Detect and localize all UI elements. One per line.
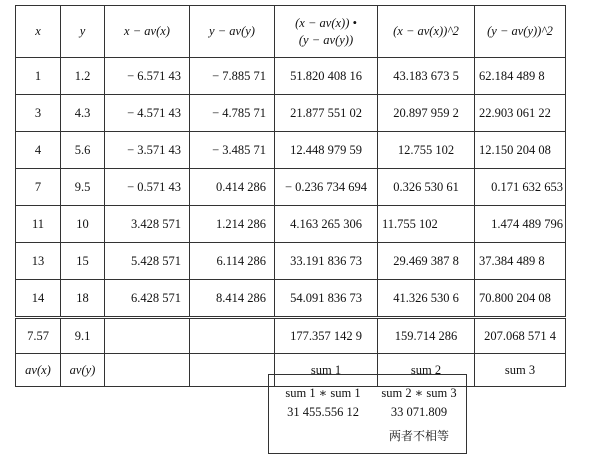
cell-y: 1.2 [61, 58, 105, 95]
cell-y-dev: 6.114 286 [190, 243, 275, 280]
cell-y-dev-sq: 37.384 489 8 [475, 243, 566, 280]
header-x-dev-sq: (x − av(x))^2 [378, 6, 475, 58]
cell-x-dev-sq: 29.469 387 8 [378, 243, 475, 280]
cell-y: 15 [61, 243, 105, 280]
table-row [16, 132, 566, 169]
cell-y-dev: − 4.785 71 [190, 95, 275, 132]
cell-y-dev-sq: 70.800 204 08 [475, 280, 566, 318]
cell-x-dev: − 0.571 43 [105, 169, 190, 206]
comparison-left-label: sum 1 ∗ sum 1 [285, 386, 361, 400]
header-x: x [16, 6, 61, 58]
cell-y-dev-sq: 62.184 489 8 [475, 58, 566, 95]
cell-x-dev-sq: 41.326 530 6 [378, 280, 475, 318]
average-y-label: av(y) [61, 354, 105, 387]
cell-product: 33.191 836 73 [275, 243, 378, 280]
cell-x: 4 [16, 132, 61, 169]
comparison-note: 两者不相等 [388, 429, 449, 443]
cell-x: 1 [16, 58, 61, 95]
cell-y-dev: 1.214 286 [190, 206, 275, 243]
cell-y-dev: 8.414 286 [190, 280, 275, 318]
sum-1-label: sum 1 [275, 354, 378, 387]
table-row [16, 280, 566, 318]
average-x-label: av(x) [16, 354, 61, 387]
cell-x: 3 [16, 95, 61, 132]
cell-x: 13 [16, 243, 61, 280]
cell-x-dev: − 6.571 43 [105, 58, 190, 95]
cell-y: 10 [61, 206, 105, 243]
header-row [16, 6, 566, 58]
sum-2-label: sum 2 [378, 354, 475, 387]
table-row [16, 243, 566, 280]
table-row [16, 169, 566, 206]
data-table [15, 5, 566, 387]
cell-product: − 0.236 734 694 [275, 169, 378, 206]
cell-product: 54.091 836 73 [275, 280, 378, 318]
average-y: 9.1 [61, 318, 105, 354]
cell-x-dev: 6.428 571 [105, 280, 190, 318]
empty-cell [190, 318, 275, 354]
empty-cell [105, 318, 190, 354]
cell-x-dev-sq: 12.755 102 [378, 132, 475, 169]
cell-y: 4.3 [61, 95, 105, 132]
average-x: 7.57 [16, 318, 61, 354]
cell-x-dev-sq: 43.183 673 5 [378, 58, 475, 95]
cell-product: 51.820 408 16 [275, 58, 378, 95]
sum-3-value: 207.068 571 4 [475, 318, 566, 354]
table-row [16, 95, 566, 132]
cell-y: 5.6 [61, 132, 105, 169]
comparison-box [268, 374, 467, 454]
cell-y: 9.5 [61, 169, 105, 206]
cell-y: 18 [61, 280, 105, 318]
cell-x-dev: − 3.571 43 [105, 132, 190, 169]
cell-y-dev-sq: 0.171 632 653 [475, 169, 566, 206]
cell-x: 14 [16, 280, 61, 318]
cell-product: 4.163 265 306 [275, 206, 378, 243]
header-y-dev: y − av(y) [190, 6, 275, 58]
cell-x-dev: 3.428 571 [105, 206, 190, 243]
sum-1-value: 177.357 142 9 [275, 318, 378, 354]
header-y: y [61, 6, 105, 58]
cell-x-dev-sq: 0.326 530 61 [378, 169, 475, 206]
cell-x: 7 [16, 169, 61, 206]
totals-row [16, 318, 566, 354]
cell-y-dev-sq: 1.474 489 796 [475, 206, 566, 243]
table-row [16, 206, 566, 243]
comparison-left-value: 31 455.556 12 [287, 405, 359, 419]
empty-cell [105, 354, 190, 387]
cell-y-dev-sq: 22.903 061 22 [475, 95, 566, 132]
cell-x-dev-sq: 20.897 959 2 [378, 95, 475, 132]
empty-cell [190, 354, 275, 387]
sum-2-value: 159.714 286 [378, 318, 475, 354]
comparison-right-value: 33 071.809 [390, 405, 448, 419]
cell-product: 21.877 551 02 [275, 95, 378, 132]
header-y-dev-sq: (y − av(y))^2 [475, 6, 566, 58]
cell-y-dev: 0.414 286 [190, 169, 275, 206]
cell-x-dev: − 4.571 43 [105, 95, 190, 132]
table-row [16, 58, 566, 95]
header-product: (x − av(x)) • (y − av(y)) [275, 6, 378, 58]
sum-3-label: sum 3 [475, 354, 566, 387]
cell-product: 12.448 979 59 [275, 132, 378, 169]
comparison-right-label: sum 2 ∗ sum 3 [381, 386, 457, 400]
cell-y-dev: − 7.885 71 [190, 58, 275, 95]
cell-x: 11 [16, 206, 61, 243]
cell-y-dev: − 3.485 71 [190, 132, 275, 169]
header-x-dev: x − av(x) [105, 6, 190, 58]
cell-x-dev: 5.428 571 [105, 243, 190, 280]
cell-x-dev-sq: 11.755 102 [378, 206, 475, 243]
cell-y-dev-sq: 12.150 204 08 [475, 132, 566, 169]
